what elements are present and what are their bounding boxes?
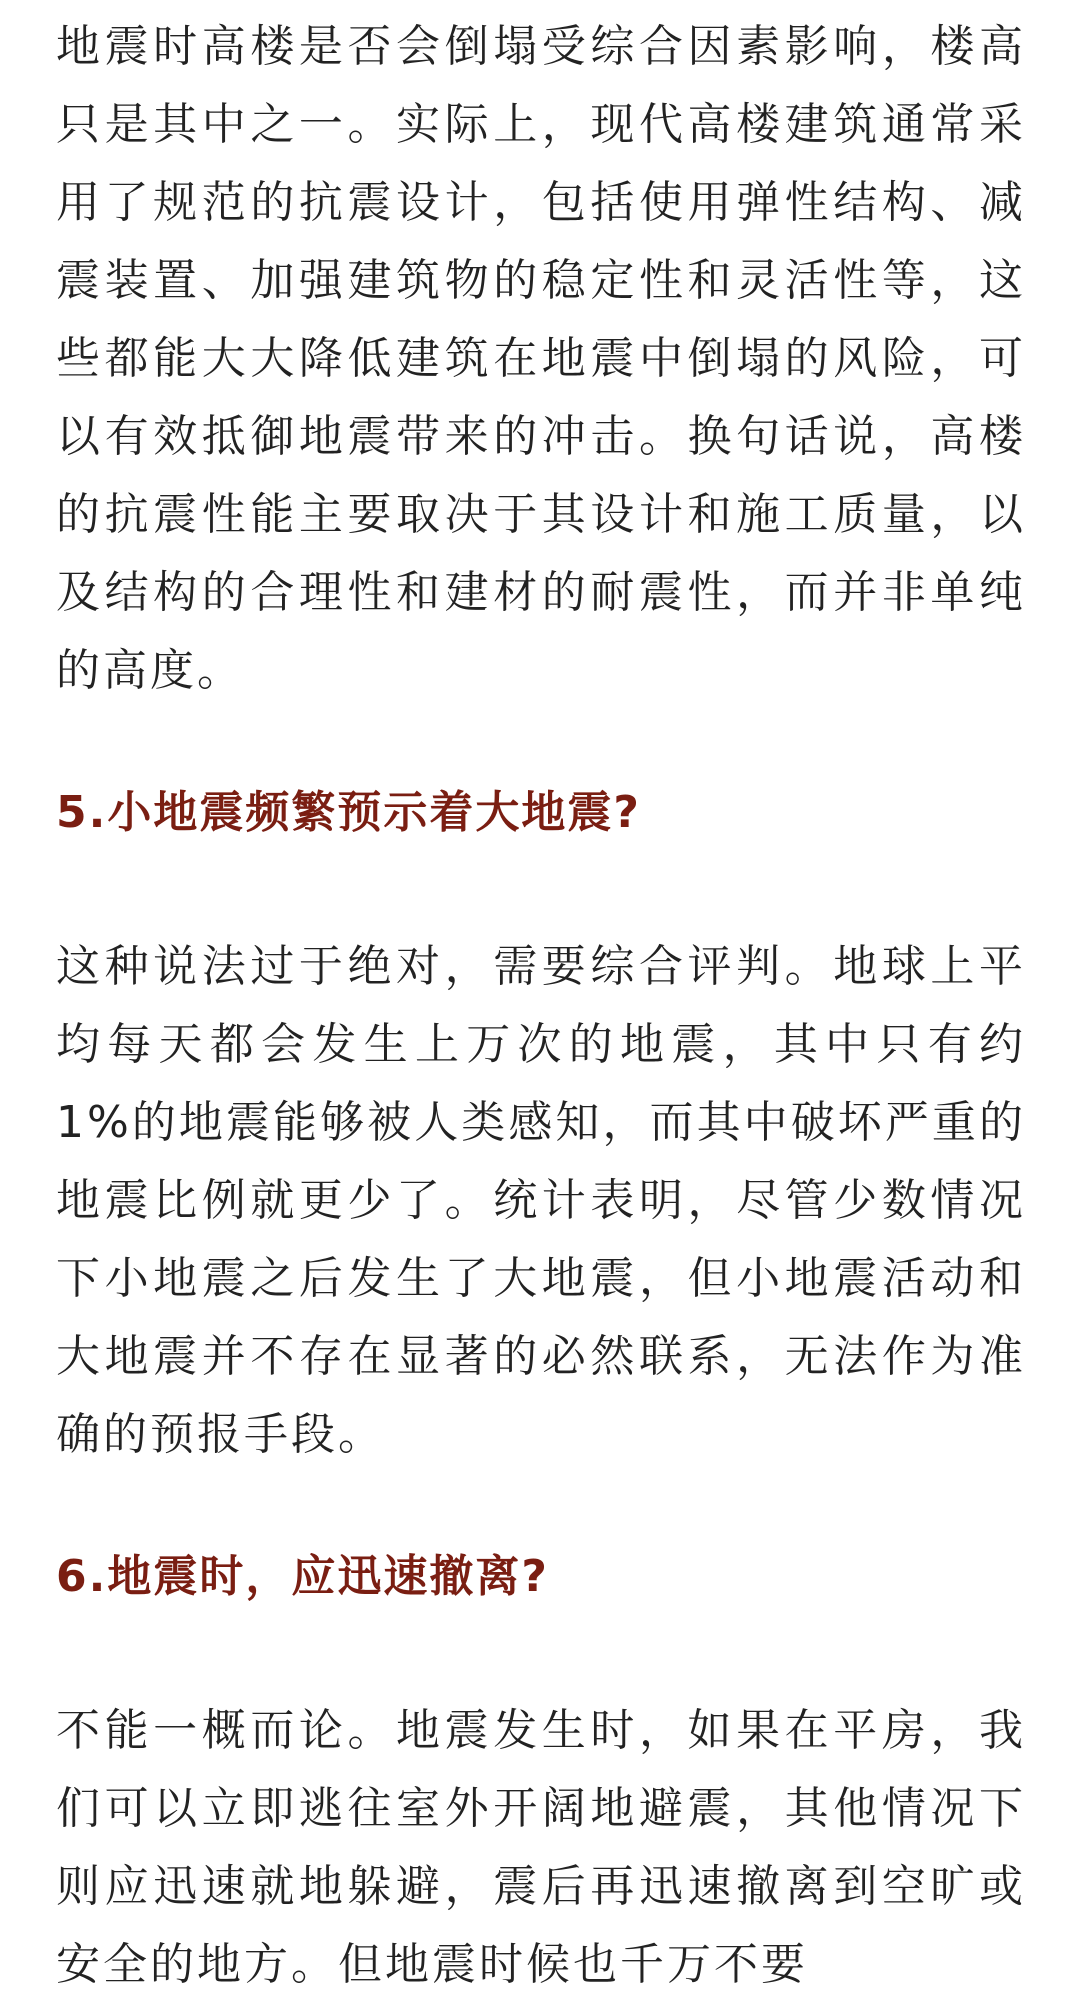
article-body (56, 0, 1026, 2004)
paragraph-small-earthquakes: 这种说法过于绝对，需要综合评判。地球上平均每天都会发生上万次的地震，其中只有约 1%的地震能够被人类感知，而其中破坏严重的地震比例就更少了。统计表明，尽管少数情况下小地震之后发生了大地震，但小地震活动和大地震并不存在显著的必然联系，无法作为准确的预报手段。 (56, 941, 1026, 1460)
section-heading-5: 5.小地震频繁预示着大地震? (56, 787, 641, 838)
paragraph-high-rise-collapse: 地震时高楼是否会倒塌受综合因素影响，楼高只是其中之一。实际上，现代高楼建筑通常采用了规范的抗震设计，包括使用弹性结构、减震装置、加强建筑物的稳定性和灵活性等，这些都能大大降低建筑在地震中倒塌的风险，可以有效抵御地震带来的冲击。换句话说，高楼的抗震性能主要取决于其设计和施工质量，以及结构的合理性和建材的耐震性，而并非单纯的高度。 (56, 21, 1026, 696)
paragraph-evacuation: 不能一概而论。地震发生时，如果在平房，我们可以立即逃往室外开阔地避震，其他情况下则应迅速就地躲避，震后再迅速撤离到空旷或安全的地方。但地震时候也千万不要 (56, 1705, 1026, 1990)
section-heading-6: 6.地震时，应迅速撤离? (56, 1551, 549, 1602)
